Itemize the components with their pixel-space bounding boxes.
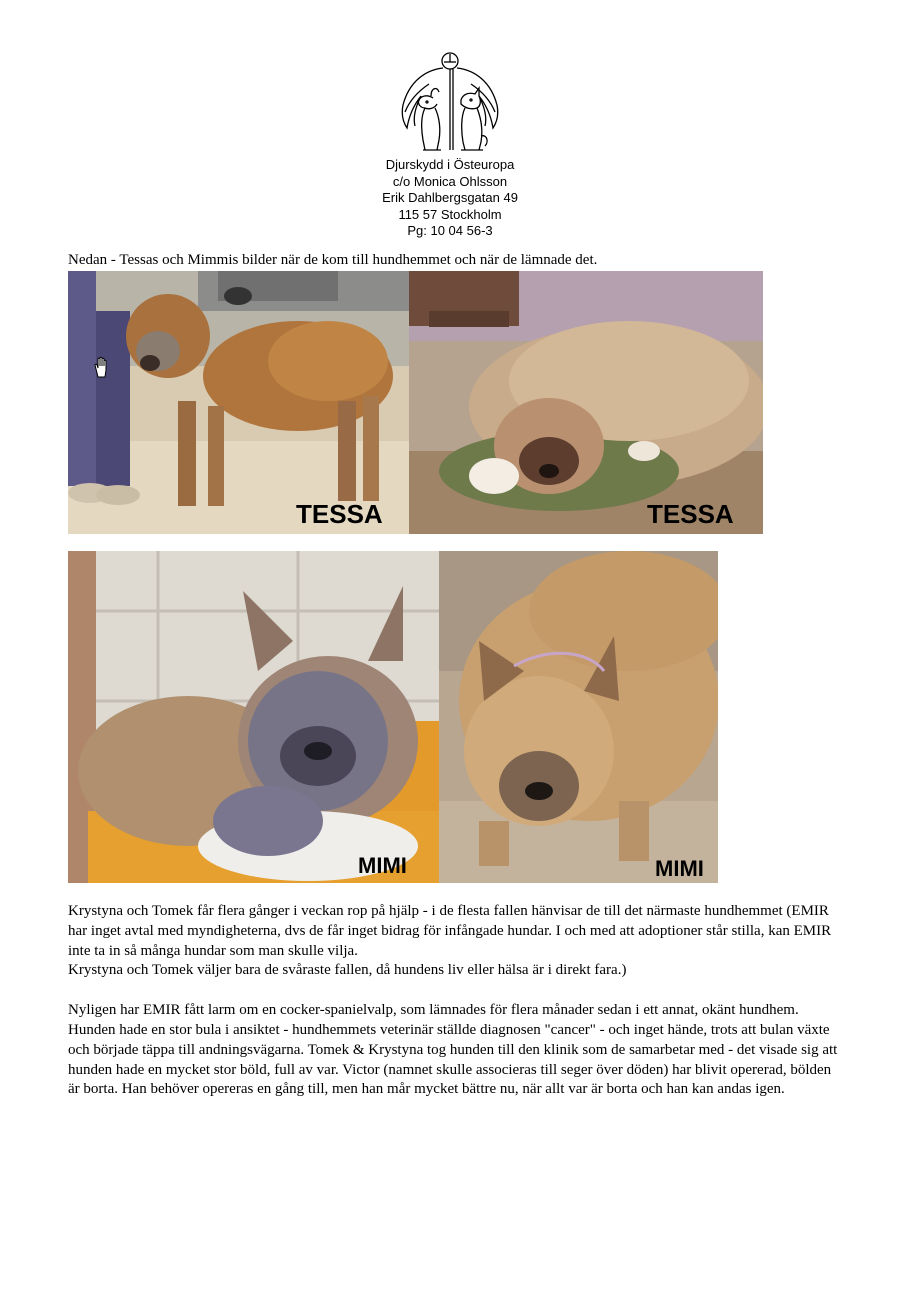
photo-mimi-before (68, 551, 439, 883)
postal-city: 115 57 Stockholm (398, 206, 502, 222)
paragraph: Krystyna och Tomek väljer bara de svåraste fallen, då hundens liv eller hälsa är i direkt fara.) (68, 962, 627, 979)
org-name: Djurskydd i Östeuropa (385, 157, 515, 172)
organization-logo (395, 50, 505, 155)
paragraph: Hunden hade en stor bula i ansiktet - hundhemmets veterinär ställde diagnosen "cancer" - och inget hände, trots att bulan växte och började täppa till andningsvägarna. Tomek & Krystyna tog hunden till den klinik som de samarbetar med - det visade sig att hunden hade en mycket stor böld, full av var. Victor (namnet skulle associeras till seger över döden) har blivit opererad, bölden är borta. Han behöver opereras en gång till, men han mår mycket bättre nu, när allt var är borta och han kan andas igen. (68, 1021, 838, 1098)
article-body (68, 902, 840, 1100)
photo-caption: TESSA (647, 499, 734, 529)
photo-mimi-after (439, 551, 718, 883)
intro-text: Nedan - Tessas och Mimmis bilder när de kom till hundhemmet och när de lämnade det. (68, 252, 598, 268)
letterhead (0, 50, 900, 240)
photo-caption: TESSA (296, 499, 383, 529)
photo-tessa-before (68, 271, 409, 534)
paragraph: Krystyna och Tomek får flera gånger i veckan rop på hjälp - i de flesta fallen hänvisar de till det närmaste hundhemmet (EMIR har inget avtal med myndigheterna, dvs de får inget bidrag för infångade hundar. I och med att adoptioner står stilla, kan EMIR inte ta in så många hundar som man skulle vilja. (68, 903, 832, 959)
photo-caption: MIMI (358, 853, 407, 878)
giro-number: Pg: 10 04 56-3 (407, 223, 493, 238)
paragraph: Nyligen har EMIR fått larm om en cocker-spanielvalp, som lämnades för flera månader sedan i ett annat, okänt hundhem. (68, 1002, 799, 1019)
photo-tessa-after (409, 271, 763, 534)
hand-cursor-icon (92, 356, 112, 378)
street-address: Erik Dahlbergsgatan 49 (382, 190, 518, 205)
care-of: c/o Monica Ohlsson (392, 173, 508, 189)
photo-caption: MIMI (655, 856, 704, 881)
